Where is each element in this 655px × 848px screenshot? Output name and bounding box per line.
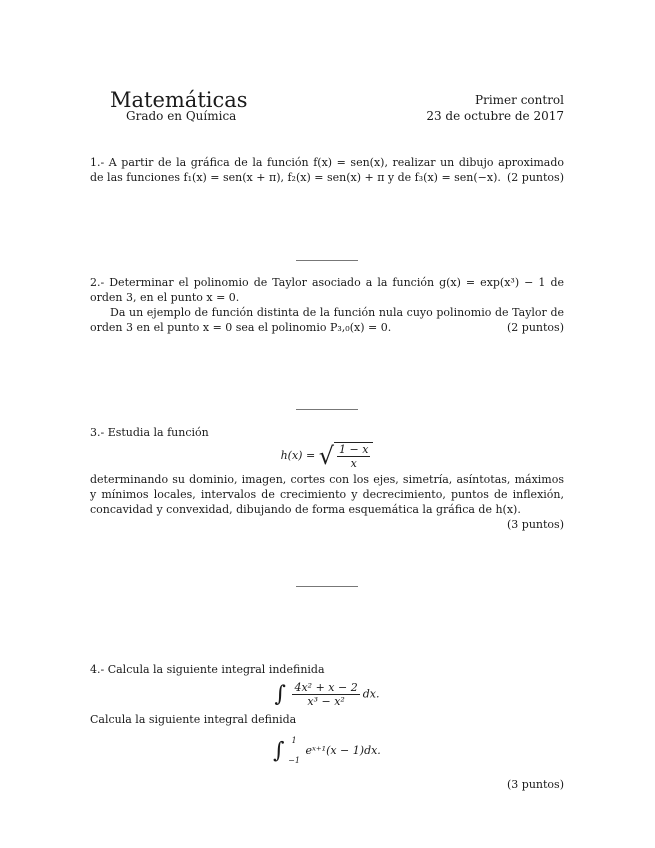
question-2 xyxy=(90,275,564,335)
question-3-intro: 3.- Estudia la función xyxy=(90,426,209,439)
separator-1 xyxy=(296,260,358,261)
integral-2 xyxy=(90,731,564,771)
integral-1 xyxy=(90,681,564,708)
integral-2-upper: 1 xyxy=(291,736,297,745)
formula-denominator: x xyxy=(350,457,357,470)
question-3-formula xyxy=(90,442,564,470)
degree-subtitle: Grado en Química xyxy=(126,109,237,123)
integral-2-lower: −1 xyxy=(288,756,300,765)
separator-2 xyxy=(296,409,358,410)
separator-3 xyxy=(296,586,358,587)
question-2-text: 2.- Determinar el polinomio de Taylor asociado a la función g(x) = exp(x³) − 1 de orden 3, en el punto x = 0. xyxy=(90,276,564,304)
question-1 xyxy=(90,155,564,185)
integral-1-differential: dx. xyxy=(362,687,380,701)
exam-name: Primer control xyxy=(475,93,564,107)
question-3 xyxy=(90,425,564,532)
question-4-intro-2: Calcula la siguiente integral definida xyxy=(90,713,297,726)
question-4-points: (3 puntos) xyxy=(507,778,564,791)
formula-numerator: 1 − x xyxy=(338,443,369,456)
question-3-text: determinando su dominio, imagen, cortes con los ejes, simetría, asíntotas, máximos y mínimos locales, intervalos de crecimiento y decrecimiento, puntos de inflexión, concavidad y convexidad, dibujando de forma esquemática la gráfica de h(x). xyxy=(90,473,564,516)
integral-1-denominator: x³ − x² xyxy=(307,695,345,708)
course-title: Matemáticas xyxy=(110,88,248,112)
sqrt-symbol: √ $\frac{1 - x}{x}$ xyxy=(319,442,374,470)
exam-date: 23 de octubre de 2017 xyxy=(426,109,564,123)
question-4 xyxy=(90,662,564,792)
integral-sign: ∫ xyxy=(274,682,286,707)
formula-lhs: h(x) = xyxy=(280,449,316,462)
question-3-points: (3 puntos) xyxy=(507,518,564,531)
integral-2-body: eˣ⁺¹(x − 1)dx. xyxy=(305,744,381,757)
question-1-text: 1.- A partir de la gráfica de la función f(x) = sen(x), realizar un dibujo aproximado de las funciones f₁(x) = sen(x + π), f₂(x) = sen(x) + π y de f₃(x) = sen(−x). xyxy=(90,156,564,184)
question-1-points: (2 puntos) xyxy=(507,171,564,184)
question-2-text-2: Da un ejemplo de función distinta de la función nula cuyo polinomio de Taylor de orden 3 en el punto x = 0 sea el polinomio P₃,₀(x) = 0. xyxy=(90,306,564,334)
question-2-points: (2 puntos) xyxy=(507,321,564,334)
integral-sign-2: ∫ xyxy=(273,738,285,764)
integral-1-numerator: 4x² + x − 2 xyxy=(294,681,358,694)
question-4-intro: 4.- Calcula la siguiente integral indefinida xyxy=(90,663,325,676)
